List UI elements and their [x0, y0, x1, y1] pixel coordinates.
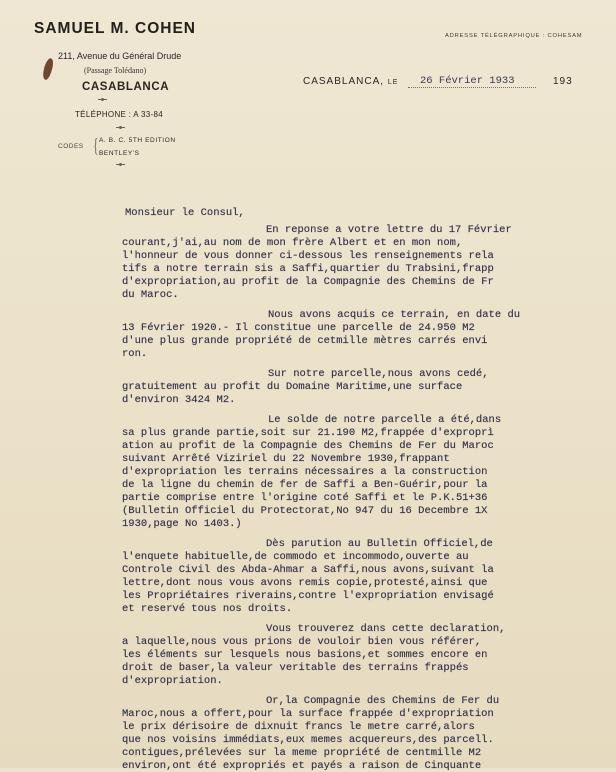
letter-line: sa plus grande partie,soit sur 21.190 M2,frappée d'exproprì	[122, 427, 494, 439]
letter-line: du Maroc.	[122, 289, 179, 301]
ink-stain	[41, 57, 55, 80]
letter-line: partie comprise entre l'origine coté Saffi et le P.K.51+36	[122, 492, 488, 504]
letterhead-code-2: BENTLEY'S	[99, 150, 140, 157]
letter-line: 13 Février 1920.- Il constitue une parcelle de 24.950 M2	[122, 322, 475, 334]
place-label: CASABLANCA,	[303, 76, 388, 87]
letter-line: d'expropriation les terrains nécessaires a la construction	[122, 466, 488, 478]
letter-line: environ,ont été expropriés et payés a raison de Cinquante	[122, 760, 482, 772]
letter-line: ron.	[122, 348, 148, 360]
letter-line: les Propriétaires riverains,contre l'expropriation envisagé	[122, 590, 494, 602]
ornament-rule	[116, 164, 125, 165]
letter-line: l'honneur de vous donner ci-dessous les renseignements rela	[122, 250, 494, 262]
letter-line: que nos voisins immédiats,eux memes acquereurs,des parcell.	[122, 734, 494, 746]
letter-place	[303, 76, 398, 87]
letterhead-codes-label: CODES	[58, 143, 84, 150]
ornament-rule	[98, 99, 107, 100]
letter-line: 1930,page No 1403.)	[122, 518, 242, 530]
letterhead-address-note: (Passage Tolédano)	[84, 66, 147, 75]
letter-line: Nous avons acquis ce terrain, en date du	[268, 309, 521, 321]
letter-line: le prix dérisoire de dixnuit francs le metre carré,alors	[122, 721, 475, 733]
letter-line: lettre,dont nous vous avons remis copie,protesté,ainsi que	[122, 577, 488, 589]
ornament-rule	[116, 127, 125, 128]
letter-line: ation au profit de la Compagnie des Chemins de Fer du Maroc	[122, 440, 494, 452]
letter-line: courant,j'ai,au nom de mon frère Albert et en mon nom,	[122, 237, 463, 249]
letter-line: En reponse a votre lettre du 17 Février	[266, 224, 512, 236]
letter-line: droit de baser,la valeur veritable des terrains frappés	[122, 662, 469, 674]
letter-line: Vous trouverez dans cette declaration,	[266, 623, 506, 635]
letter-line: a laquelle,nous vous prions de vouloir bien vous référer,	[122, 636, 482, 648]
letterhead-telegraphic-address: ADRESSE TÉLÉGRAPHIQUE : COHESAM	[445, 33, 583, 39]
letter-line: l'enquete habituelle,de commodo et incommodo,ouverte au	[122, 551, 469, 563]
letter-date: 26 Février 1933	[420, 75, 515, 87]
letterhead-name: SAMUEL M. COHEN	[34, 20, 196, 37]
letter-line: d'expropriation,au profit de la Compagnie des Chemins de Fr	[122, 276, 494, 288]
letterhead-address: 211, Avenue du Général Drude	[58, 51, 182, 61]
letter-line: Sur notre parcelle,nous avons cedé,	[268, 368, 489, 380]
letter-line: d'une plus grande propriété de cetmille mètres carrés envi	[122, 335, 488, 347]
letterhead-code-1: A. B. C. 5TH EDITION	[99, 137, 176, 144]
letter-line: les éléments sur lesquels nous basions,et sommes encore en	[122, 649, 488, 661]
letter-line: tifs a notre terrain sis a Saffi,quartier du Trabsini,frapp	[122, 263, 494, 275]
letter-line: d'expropriation.	[122, 675, 223, 687]
letter-line: suivant Arrêté Viziriel du 22 Novembre 1930,frappant	[122, 453, 450, 465]
letter-line: Le solde de notre parcelle a été,dans	[268, 414, 502, 426]
letter-line: d'environ 3424 M2.	[122, 394, 236, 406]
salutation: Monsieur le Consul,	[125, 207, 245, 219]
letter-line: Maroc,nous a offert,pour la surface frappée d'expropriation	[122, 708, 494, 720]
letterhead-city: CASABLANCA	[82, 81, 170, 93]
letter-line: Controle Civil des Abda-Ahmar a Saffi,nous avons,suivant la	[122, 564, 494, 576]
letter-line: Or,la Compagnie des Chemins de Fer du	[266, 695, 500, 707]
letter-line: contigues,prélevées sur la meme propriété de centmille M2	[122, 747, 482, 759]
brace-icon: {	[93, 135, 99, 157]
letterhead-year: 193	[553, 76, 573, 87]
letter-line: (Bulletin Officiel du Protectorat,No 947 du 16 Decembre 1X	[122, 505, 488, 517]
letterhead-telephone: TÉLÉPHONE : A 33-84	[75, 110, 163, 119]
letter-line: Dès parution au Bulletin Officiel,de	[266, 538, 493, 550]
date-dotted-line	[408, 87, 536, 88]
letter-line: de la ligne du chemin de fer de Saffi a Ben-Guérir,pour la	[122, 479, 488, 491]
letter-line: gratuitement au profit du Domaine Maritime,une surface	[122, 381, 463, 393]
letter-line: et reservé tous nos droits.	[122, 603, 293, 615]
place-le: LE	[387, 79, 399, 86]
